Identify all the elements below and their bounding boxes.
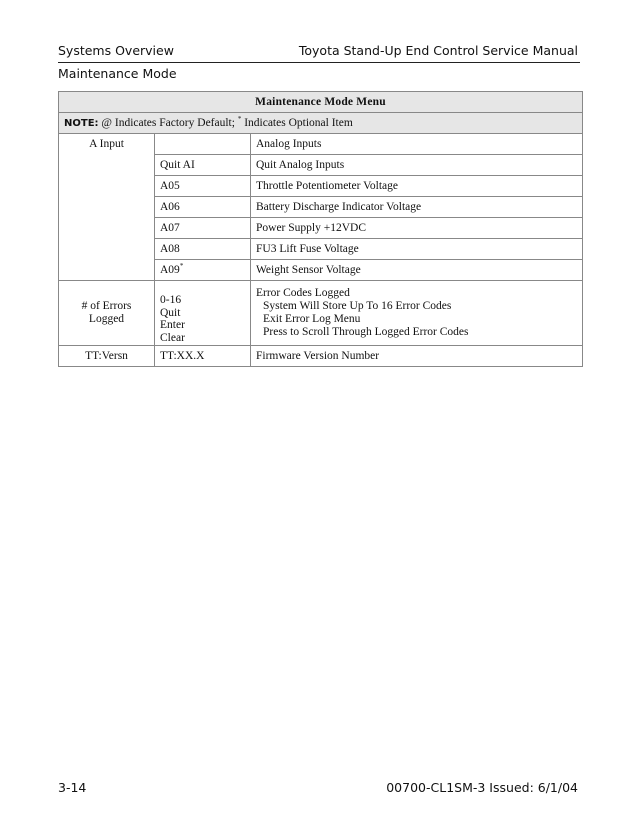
section-title: Maintenance Mode [58,66,177,81]
row-description: Battery Discharge Indicator Voltage [251,197,583,218]
row-code [155,260,251,281]
table-row [59,197,583,218]
document-issue-info: 00700-CL1SM-3 Issued: 6/1/04 [386,780,578,795]
a-input-span-cell [59,260,155,281]
error-code: 0-16 [160,293,182,306]
row-description: Quit Analog Inputs [251,155,583,176]
error-description: System Will Store Up To 16 Error Codes [263,300,452,313]
table-row [59,345,583,366]
table-row-errors [59,281,583,346]
table-title: Maintenance Mode Menu [59,92,583,113]
errors-label-line1: # of Errors [81,300,132,313]
page-number: 3-14 [58,780,87,795]
version-code: TT:XX.X [155,345,251,366]
row-description: Power Supply +12VDC [251,218,583,239]
maintenance-mode-menu-table [58,91,583,367]
row-code: A07 [155,218,251,239]
header-divider [58,62,580,63]
a-input-code-cell [155,134,251,155]
error-code: Clear [160,332,185,345]
a-input-span-cell [59,155,155,176]
running-header-left: Systems Overview [58,43,174,58]
errors-codes [155,281,251,346]
errors-heading: Error Codes Logged [256,287,350,300]
error-code: Quit [160,306,181,319]
table-row [59,134,583,155]
row-description: FU3 Lift Fuse Voltage [251,239,583,260]
a-input-description: Analog Inputs [251,134,583,155]
table-note [59,113,583,134]
a-input-span-cell [59,197,155,218]
running-header-right: Toyota Stand-Up End Control Service Manual [298,43,578,58]
row-description: Weight Sensor Voltage [251,260,583,281]
note-text-2: Indicates Optional Item [241,117,353,129]
note-text-1: @ Indicates Factory Default; [98,117,238,129]
error-code: Enter [160,319,185,332]
note-star: * [237,115,242,124]
errors-label-line2: Logged [88,312,125,325]
error-description: Press to Scroll Through Logged Error Codes [263,325,469,338]
errors-label [59,281,155,346]
row-code: A05 [155,176,251,197]
row-code-text: A09 [160,264,180,276]
table-note-row [59,113,583,134]
note-label: NOTE: [64,118,99,129]
a-input-span-cell [59,176,155,197]
table-row [59,218,583,239]
a-input-span-cell [59,239,155,260]
a-input-span-cell [59,218,155,239]
row-description: Throttle Potentiometer Voltage [251,176,583,197]
error-description: Exit Error Log Menu [263,312,361,325]
version-description: Firmware Version Number [251,345,583,366]
table-row [59,155,583,176]
errors-codes-spacer [160,281,245,294]
table-title-row [59,92,583,113]
row-code: Quit AI [155,155,251,176]
errors-descriptions [251,281,583,346]
table-row [59,239,583,260]
table-row [59,260,583,281]
row-code: A08 [155,239,251,260]
row-code: A06 [155,197,251,218]
optional-star: * [179,262,184,271]
table-row [59,176,583,197]
a-input-label: A Input [59,134,155,155]
version-label: TT:Versn [59,345,155,366]
